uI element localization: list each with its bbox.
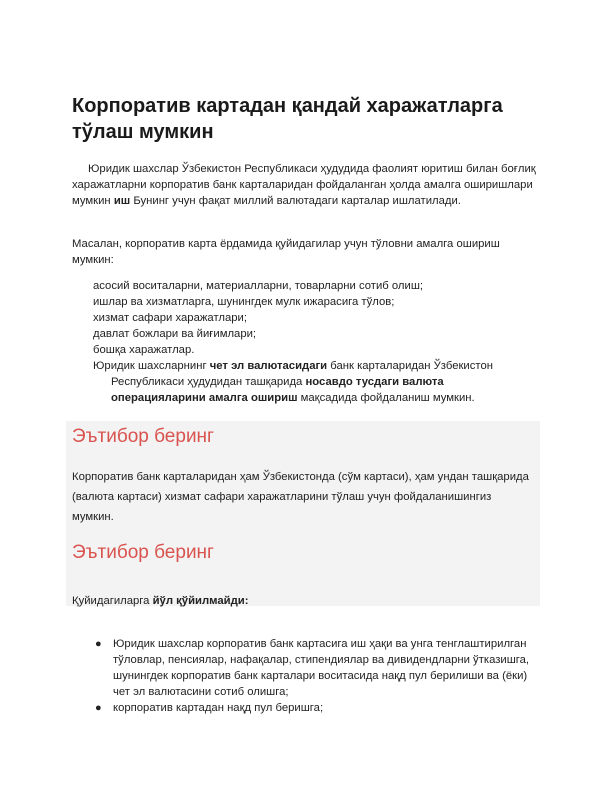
bullet-item (95, 700, 535, 716)
bullet-text: Юридик шахслар корпоратив банк картасига иш ҳақи ва унга тенглаштирилган тўловлар, пенсиялар, нафақалар, стипендиялар ва дивидендларни ўтказишга, шунингдек корпоратив банк карталари воситасида нақд пул берилиши ва (ёки) чет эл валютасини сотиб олишга; (113, 638, 530, 698)
expense-list (93, 278, 538, 406)
intro-text-1: Юридик шахслар Ўзбекистон Республикаси ҳудудида фаолият юритиш билан боғлиқ харажатларни корпоратив банк карталаридан фойдаланган ҳолда амалга оширишлари мумкин (72, 163, 536, 207)
intro-text-2: Бунинг учун фақат миллий валютадаги карталар ишлатилади. (130, 195, 461, 207)
bullet-item (95, 636, 535, 700)
intro-bold: иш (113, 195, 131, 207)
notice-box-1 (66, 421, 540, 537)
notice-text-2-bold: йўл қўйилмайди: (152, 595, 249, 607)
prohibited-list (95, 636, 535, 716)
foreign-text-1: Юридик шахсларнинг (93, 360, 210, 372)
list-item: ишлар ва хизматларга, шунингдек мулк ижарасига тўлов; (93, 296, 395, 308)
list-item: бошқа харажатлар. (93, 344, 195, 356)
bullet-icon: ● (95, 638, 102, 650)
page-title: Корпоратив картадан қандай харажатларга тўлаш мумкин (72, 95, 503, 143)
foreign-text-2: банк карталаридан Ўзбекистон Республикаси ҳудудидан ташқарида (111, 360, 493, 388)
notice-text-1: Корпоратив банк карталаридан ҳам Ўзбекистонда (сўм картаси), ҳам ундан ташқарида (валюта картаси) хизмат сафари харажатларини тўлаш учун фойдаланишингиз мумкин. (72, 471, 529, 523)
list-item: давлат божлари ва йиғимлари; (93, 328, 257, 340)
notice-box-2 (66, 537, 540, 606)
foreign-bold-1: чет эл валютасидаги (209, 360, 328, 372)
foreign-currency-item (93, 358, 538, 406)
intro-paragraph (72, 161, 540, 209)
bullet-text: корпоратив картадан нақд пул беришга; (113, 702, 324, 714)
foreign-text-3: мақсадида фойдаланиш мумкин. (297, 392, 475, 404)
list-item: асосий воситаларни, материалларни, товарларни сотиб олиш; (93, 280, 424, 292)
notice-text-2 (72, 591, 532, 611)
notice-heading-2: Эътибор беринг (72, 542, 214, 563)
list-item: хизмат сафари харажатлари; (93, 312, 247, 324)
notice-heading-1: Эътибор беринг (72, 426, 214, 447)
notice-text-2-plain: Қуйидагиларга (72, 595, 153, 607)
example-intro-paragraph: Масалан, корпоратив карта ёрдамида қуйидагилар учун тўловни амалга ошириш мумкин: (72, 238, 500, 266)
bullet-icon: ● (95, 702, 102, 714)
foreign-bold-2: носавдо тусдаги валюта операцияларини амалга ошириш (111, 376, 444, 404)
